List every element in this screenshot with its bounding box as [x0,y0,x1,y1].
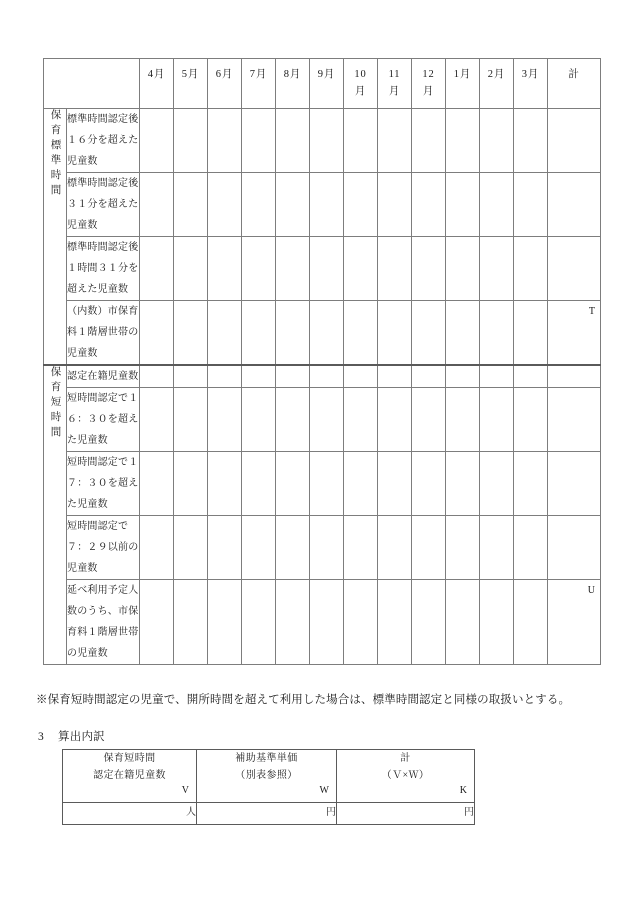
section3-title: 算出内訳 [57,731,105,743]
data-cell[interactable] [174,452,208,516]
data-cell[interactable] [242,237,276,301]
calculation-table [62,749,475,825]
data-cell[interactable] [446,580,480,665]
data-cell[interactable] [208,237,242,301]
calc-header-line1: 計 [400,753,411,764]
data-cell[interactable] [140,365,174,388]
data-cell[interactable] [378,109,412,173]
month-header-6: 9月 [310,59,344,109]
table-row [44,109,601,173]
data-cell[interactable] [310,109,344,173]
data-cell[interactable] [276,452,310,516]
total-cell[interactable] [548,237,601,301]
total-cell[interactable] [548,516,601,580]
data-cell[interactable] [480,237,514,301]
data-cell[interactable] [276,301,310,366]
data-cell[interactable] [378,516,412,580]
data-cell[interactable] [480,388,514,452]
data-cell[interactable] [344,173,378,237]
row-item-label: 延べ利用予定人数のうち、市保育料１階層世帯の児童数 [67,580,140,665]
total-cell[interactable] [548,365,601,388]
data-cell[interactable] [344,452,378,516]
calc-header-line2: （別表参照） [235,770,298,781]
row-item-label: 標準時間認定後３１分を超えた児童数 [67,173,140,237]
data-cell[interactable] [242,173,276,237]
data-cell[interactable] [412,237,446,301]
data-cell[interactable] [140,173,174,237]
calc-value-cell-3[interactable]: 円 [337,803,475,825]
data-cell[interactable] [310,365,344,388]
total-header: 計 [548,59,601,109]
data-cell[interactable] [446,109,480,173]
monthly-schedule-table [43,58,601,665]
data-cell[interactable] [344,237,378,301]
data-cell[interactable] [242,580,276,665]
data-cell[interactable] [514,516,548,580]
data-cell[interactable] [174,365,208,388]
row-item-label: 短時間認定で７：２９以前の児童数 [67,516,140,580]
data-cell[interactable] [344,388,378,452]
data-cell[interactable] [208,301,242,366]
calc-value-cell-2[interactable]: 円 [197,803,337,825]
data-cell[interactable] [208,365,242,388]
data-cell[interactable] [514,301,548,366]
calc-symbol-W: W [319,785,329,796]
data-cell[interactable] [344,580,378,665]
calc-symbol-K: K [459,785,467,796]
month-header-9: 12 月 [412,59,446,109]
row-item-label: （内数）市保育料１階層世帯の児童数 [67,301,140,366]
data-cell[interactable] [344,109,378,173]
data-cell[interactable] [446,301,480,366]
data-cell[interactable] [310,301,344,366]
data-cell[interactable] [412,365,446,388]
month-header-8: 11 月 [378,59,412,109]
data-cell[interactable] [378,301,412,366]
data-cell[interactable] [242,516,276,580]
data-cell[interactable] [412,388,446,452]
data-cell[interactable] [412,452,446,516]
calc-header-cell-3 [337,750,475,803]
data-cell[interactable] [480,580,514,665]
total-cell[interactable] [548,173,601,237]
data-cell[interactable] [412,109,446,173]
table-row [44,365,601,388]
data-cell[interactable] [242,365,276,388]
data-cell[interactable] [208,452,242,516]
total-cell[interactable] [548,109,601,173]
data-cell[interactable] [378,237,412,301]
data-cell[interactable] [480,516,514,580]
section3-number: 3 [38,731,44,743]
data-cell[interactable] [208,580,242,665]
data-cell[interactable] [174,388,208,452]
table-row [44,237,601,301]
data-cell[interactable] [446,365,480,388]
month-header-12: 3月 [514,59,548,109]
header-corner-cell [44,59,140,109]
data-cell[interactable] [242,109,276,173]
month-header-4: 7月 [242,59,276,109]
calc-symbol-V: V [181,785,189,796]
data-cell[interactable] [514,388,548,452]
table-row [44,388,601,452]
data-cell[interactable] [480,301,514,366]
data-cell[interactable] [480,109,514,173]
data-cell[interactable] [378,452,412,516]
data-cell[interactable] [446,237,480,301]
data-cell[interactable] [140,452,174,516]
calc-header-line1: 保育短時間 [103,753,156,764]
calculation-table-wrapper [62,749,474,825]
data-cell[interactable] [174,173,208,237]
data-cell[interactable] [514,173,548,237]
data-cell[interactable] [276,365,310,388]
data-cell[interactable] [344,365,378,388]
data-cell[interactable] [242,301,276,366]
data-cell[interactable] [446,516,480,580]
data-cell[interactable] [480,365,514,388]
table-row [44,173,601,237]
total-cell[interactable]: U [548,580,601,665]
data-cell[interactable] [514,580,548,665]
data-cell[interactable] [514,452,548,516]
data-cell[interactable] [310,516,344,580]
data-cell[interactable] [514,109,548,173]
data-cell[interactable] [174,580,208,665]
data-cell[interactable] [514,365,548,388]
section3-heading [38,728,105,744]
data-cell[interactable] [208,109,242,173]
data-cell[interactable] [140,301,174,366]
calc-header-line2: （Ｖ×Ｗ） [381,770,430,781]
data-cell[interactable] [242,452,276,516]
calc-header-cell-1 [63,750,197,803]
data-cell[interactable] [174,516,208,580]
data-cell[interactable] [140,516,174,580]
data-cell[interactable] [276,516,310,580]
data-cell[interactable] [446,452,480,516]
data-cell[interactable] [378,580,412,665]
calc-value-cell-1[interactable]: 人 [63,803,197,825]
data-cell[interactable] [412,173,446,237]
data-cell[interactable] [310,173,344,237]
group-vertical-label-text: 保育短時間 [49,366,61,441]
data-cell[interactable] [378,365,412,388]
month-header-2: 5月 [174,59,208,109]
total-cell[interactable]: T [548,301,601,366]
table-row [44,516,601,580]
data-cell[interactable] [412,516,446,580]
data-cell[interactable] [480,173,514,237]
month-header-7: 10 月 [344,59,378,109]
total-cell[interactable] [548,452,601,516]
calc-header-row [63,750,475,803]
data-cell[interactable] [310,452,344,516]
data-cell[interactable] [514,237,548,301]
data-cell[interactable] [174,301,208,366]
total-cell[interactable] [548,388,601,452]
data-cell[interactable] [446,173,480,237]
row-item-label: 短時間認定で１６：３０を超えた児童数 [67,388,140,452]
calc-header-line1: 補助基準単価 [235,753,298,764]
month-header-1: 4月 [140,59,174,109]
calc-header-line2: 認定在籍児童数 [93,770,166,781]
data-cell[interactable] [412,580,446,665]
month-header-11: 2月 [480,59,514,109]
schedule-header-row [44,59,601,109]
data-cell[interactable] [276,388,310,452]
data-cell[interactable] [208,516,242,580]
row-item-label: 標準時間認定後１時間３１分を超えた児童数 [67,237,140,301]
data-cell[interactable] [208,388,242,452]
data-cell[interactable] [174,109,208,173]
data-cell[interactable] [276,237,310,301]
data-cell[interactable] [140,580,174,665]
table-row [44,301,601,366]
data-cell[interactable] [208,173,242,237]
data-cell[interactable] [140,237,174,301]
data-cell[interactable] [276,109,310,173]
month-header-3: 6月 [208,59,242,109]
data-cell[interactable] [310,388,344,452]
data-cell[interactable] [378,388,412,452]
monthly-schedule-table-wrapper [43,58,595,665]
footnote-text: ※保育短時間認定の児童で、開所時間を超えて利用した場合は、標準時間認定と同様の取扱いとする。 [36,694,571,706]
data-cell[interactable] [242,388,276,452]
row-item-label: 認定在籍児童数 [67,365,140,388]
data-cell[interactable] [480,452,514,516]
data-cell[interactable] [310,580,344,665]
data-cell[interactable] [276,173,310,237]
data-cell[interactable] [174,237,208,301]
table-row [44,452,601,516]
data-cell[interactable] [140,388,174,452]
data-cell[interactable] [140,109,174,173]
row-item-label: 標準時間認定後１６分を超えた児童数 [67,109,140,173]
month-header-10: 1月 [446,59,480,109]
data-cell[interactable] [310,237,344,301]
data-cell[interactable] [276,580,310,665]
table-row [44,580,601,665]
data-cell[interactable] [412,301,446,366]
data-cell[interactable] [344,516,378,580]
month-header-5: 8月 [276,59,310,109]
group-vertical-label-1 [44,109,67,366]
row-item-label: 短時間認定で１７：３０を超えた児童数 [67,452,140,516]
data-cell[interactable] [378,173,412,237]
group-vertical-label-2 [44,365,67,665]
group-vertical-label-text: 保育標準時間 [49,109,61,199]
calc-value-row [63,803,475,825]
data-cell[interactable] [344,301,378,366]
data-cell[interactable] [446,388,480,452]
calc-header-cell-2 [197,750,337,803]
